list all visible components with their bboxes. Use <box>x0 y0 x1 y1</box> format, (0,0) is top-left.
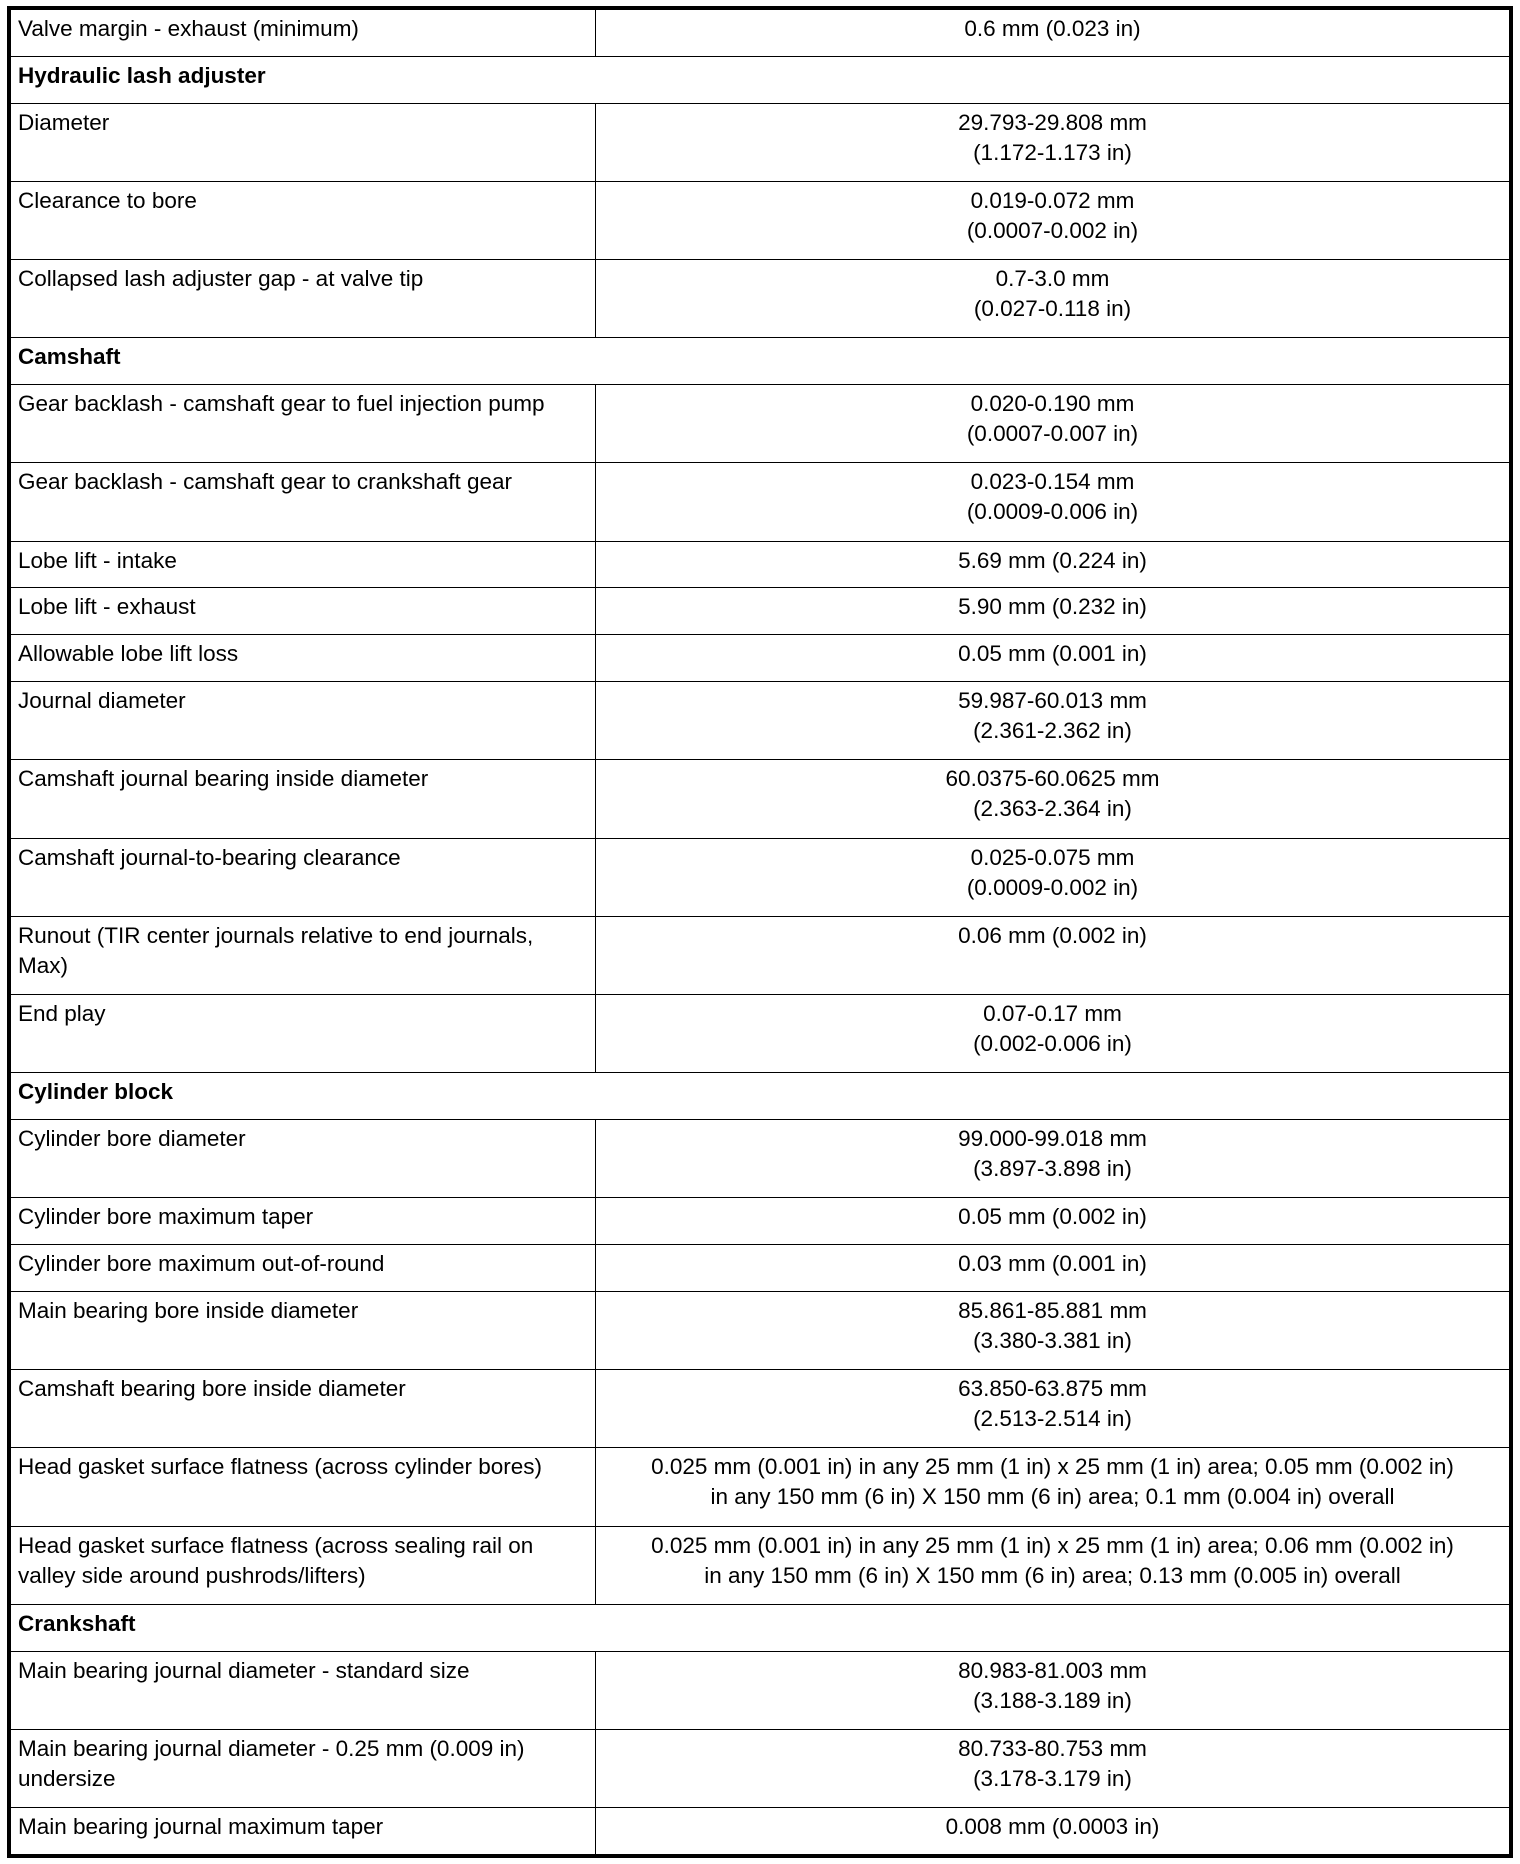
spec-label: Camshaft journal bearing inside diameter <box>11 760 596 838</box>
spec-label: Lobe lift - intake <box>11 541 596 588</box>
spec-label: Gear backlash - camshaft gear to fuel injection pump <box>11 385 596 463</box>
spec-value <box>596 1807 1510 1854</box>
spec-value-line: 85.861-85.881 mm <box>958 1298 1147 1324</box>
spec-label: Head gasket surface flatness (across cylinder bores) <box>11 1448 596 1526</box>
spec-value <box>596 541 1510 588</box>
spec-value-line: 0.025-0.075 mm <box>970 844 1135 870</box>
table-row <box>11 838 1510 916</box>
spec-label: Diameter <box>11 103 596 181</box>
specifications-table-body <box>11 10 1510 1855</box>
spec-value-line: (0.0007-0.007 in) <box>966 421 1139 447</box>
spec-label: Valve margin - exhaust (minimum) <box>11 10 596 57</box>
spec-label: Cylinder bore diameter <box>11 1120 596 1198</box>
spec-value-line: 63.850-63.875 mm <box>958 1376 1147 1402</box>
spec-value-line: 99.000-99.018 mm <box>958 1126 1147 1152</box>
spec-value <box>596 103 1510 181</box>
spec-value-line: (0.002-0.006 in) <box>973 1030 1132 1056</box>
spec-value <box>596 635 1510 682</box>
spec-value-line: 0.025 mm (0.001 in) in any 25 mm (1 in) x 25 mm (1 in) area; 0.06 mm (0.002 in) <box>651 1532 1454 1558</box>
spec-value <box>596 838 1510 916</box>
spec-label: Head gasket surface flatness (across sealing rail on valley side around pushrods/lifters) <box>11 1526 596 1604</box>
spec-value <box>596 916 1510 994</box>
table-row <box>11 1729 1510 1807</box>
spec-value <box>596 10 1510 57</box>
spec-value-line: 0.07-0.17 mm <box>983 1000 1122 1026</box>
spec-value-line: 0.008 mm (0.0003 in) <box>945 1813 1160 1839</box>
spec-label: Main bearing journal diameter - 0.25 mm (0.009 in) undersize <box>11 1729 596 1807</box>
spec-value-line: (3.188-3.189 in) <box>973 1687 1132 1713</box>
section-header-row <box>11 1604 1510 1651</box>
spec-label: Clearance to bore <box>11 181 596 259</box>
table-row <box>11 1651 1510 1729</box>
spec-value-line: 80.733-80.753 mm <box>958 1735 1147 1761</box>
spec-value-line: (3.380-3.381 in) <box>973 1328 1132 1354</box>
table-row <box>11 1448 1510 1526</box>
spec-label: Camshaft bearing bore inside diameter <box>11 1370 596 1448</box>
spec-sheet <box>7 6 1513 1858</box>
spec-label: Lobe lift - exhaust <box>11 588 596 635</box>
spec-value <box>596 463 1510 541</box>
spec-label: Main bearing journal diameter - standard size <box>11 1651 596 1729</box>
table-row <box>11 1292 1510 1370</box>
spec-value-line: 0.019-0.072 mm <box>970 187 1135 213</box>
spec-value-line: (0.027-0.118 in) <box>973 296 1132 322</box>
spec-value-line: in any 150 mm (6 in) X 150 mm (6 in) area; 0.13 mm (0.005 in) overall <box>704 1562 1401 1588</box>
spec-value-line: 5.90 mm (0.232 in) <box>958 594 1147 620</box>
spec-value <box>596 760 1510 838</box>
spec-label: Collapsed lash adjuster gap - at valve tip <box>11 260 596 338</box>
spec-value <box>596 260 1510 338</box>
spec-value-line: (0.0009-0.002 in) <box>966 874 1139 900</box>
table-row <box>11 10 1510 57</box>
spec-value-line: 0.05 mm (0.001 in) <box>958 641 1147 667</box>
spec-label: Journal diameter <box>11 682 596 760</box>
section-title: Hydraulic lash adjuster <box>11 56 1510 103</box>
section-title: Cylinder block <box>11 1073 1510 1120</box>
table-row <box>11 1526 1510 1604</box>
spec-label: End play <box>11 994 596 1072</box>
spec-value-line: 0.025 mm (0.001 in) in any 25 mm (1 in) x 25 mm (1 in) area; 0.05 mm (0.002 in) <box>651 1454 1454 1480</box>
spec-value <box>596 1245 1510 1292</box>
spec-value <box>596 1370 1510 1448</box>
spec-value-line: 0.03 mm (0.001 in) <box>958 1251 1147 1277</box>
spec-value-line: (3.178-3.179 in) <box>973 1765 1132 1791</box>
spec-value <box>596 385 1510 463</box>
section-header-row <box>11 338 1510 385</box>
spec-value-line: 0.020-0.190 mm <box>970 391 1135 417</box>
spec-value-line: (0.0007-0.002 in) <box>966 217 1139 243</box>
spec-value-line: 29.793-29.808 mm <box>958 109 1147 135</box>
spec-value-line: (1.172-1.173 in) <box>973 139 1132 165</box>
spec-value-line: 59.987-60.013 mm <box>958 688 1147 714</box>
spec-value-line: (0.0009-0.006 in) <box>966 499 1139 525</box>
table-row <box>11 181 1510 259</box>
spec-value-line: 0.6 mm (0.023 in) <box>964 16 1141 41</box>
table-row <box>11 994 1510 1072</box>
table-row <box>11 1198 1510 1245</box>
spec-value <box>596 588 1510 635</box>
table-row <box>11 916 1510 994</box>
table-row <box>11 385 1510 463</box>
section-title: Camshaft <box>11 338 1510 385</box>
spec-value <box>596 1526 1510 1604</box>
table-row <box>11 463 1510 541</box>
spec-value-line: (2.513-2.514 in) <box>973 1406 1132 1432</box>
spec-label: Cylinder bore maximum out-of-round <box>11 1245 596 1292</box>
spec-label: Gear backlash - camshaft gear to crankshaft gear <box>11 463 596 541</box>
spec-value <box>596 994 1510 1072</box>
spec-value <box>596 1292 1510 1370</box>
table-row <box>11 260 1510 338</box>
specifications-table <box>10 9 1510 1855</box>
spec-value <box>596 1198 1510 1245</box>
table-row <box>11 760 1510 838</box>
spec-value-line: (2.361-2.362 in) <box>973 718 1132 744</box>
section-header-row <box>11 56 1510 103</box>
spec-value-line: 5.69 mm (0.224 in) <box>958 547 1147 573</box>
spec-value <box>596 682 1510 760</box>
spec-label: Main bearing journal maximum taper <box>11 1807 596 1854</box>
spec-value-line: (3.897-3.898 in) <box>973 1156 1132 1182</box>
spec-value-line: 80.983-81.003 mm <box>958 1657 1147 1683</box>
spec-value-line: 60.0375-60.0625 mm <box>945 766 1160 792</box>
table-row <box>11 682 1510 760</box>
spec-value-line: 0.7-3.0 mm <box>995 266 1110 292</box>
spec-value-line: in any 150 mm (6 in) X 150 mm (6 in) area; 0.1 mm (0.004 in) overall <box>710 1484 1395 1510</box>
spec-value-line: 0.06 mm (0.002 in) <box>958 922 1147 948</box>
table-row <box>11 588 1510 635</box>
table-row <box>11 1807 1510 1854</box>
section-title: Crankshaft <box>11 1604 1510 1651</box>
table-row <box>11 1120 1510 1198</box>
spec-value <box>596 1120 1510 1198</box>
table-row <box>11 103 1510 181</box>
table-row <box>11 1370 1510 1448</box>
spec-value-line: 0.023-0.154 mm <box>970 469 1135 495</box>
spec-label: Runout (TIR center journals relative to end journals, Max) <box>11 916 596 994</box>
spec-value <box>596 1651 1510 1729</box>
table-row <box>11 635 1510 682</box>
spec-value-line: 0.05 mm (0.002 in) <box>958 1204 1147 1230</box>
table-row <box>11 541 1510 588</box>
spec-value-line: (2.363-2.364 in) <box>973 796 1132 822</box>
spec-value <box>596 181 1510 259</box>
section-header-row <box>11 1073 1510 1120</box>
spec-label: Cylinder bore maximum taper <box>11 1198 596 1245</box>
spec-value <box>596 1448 1510 1526</box>
spec-label: Main bearing bore inside diameter <box>11 1292 596 1370</box>
spec-label: Allowable lobe lift loss <box>11 635 596 682</box>
table-row <box>11 1245 1510 1292</box>
spec-value <box>596 1729 1510 1807</box>
spec-label: Camshaft journal-to-bearing clearance <box>11 838 596 916</box>
